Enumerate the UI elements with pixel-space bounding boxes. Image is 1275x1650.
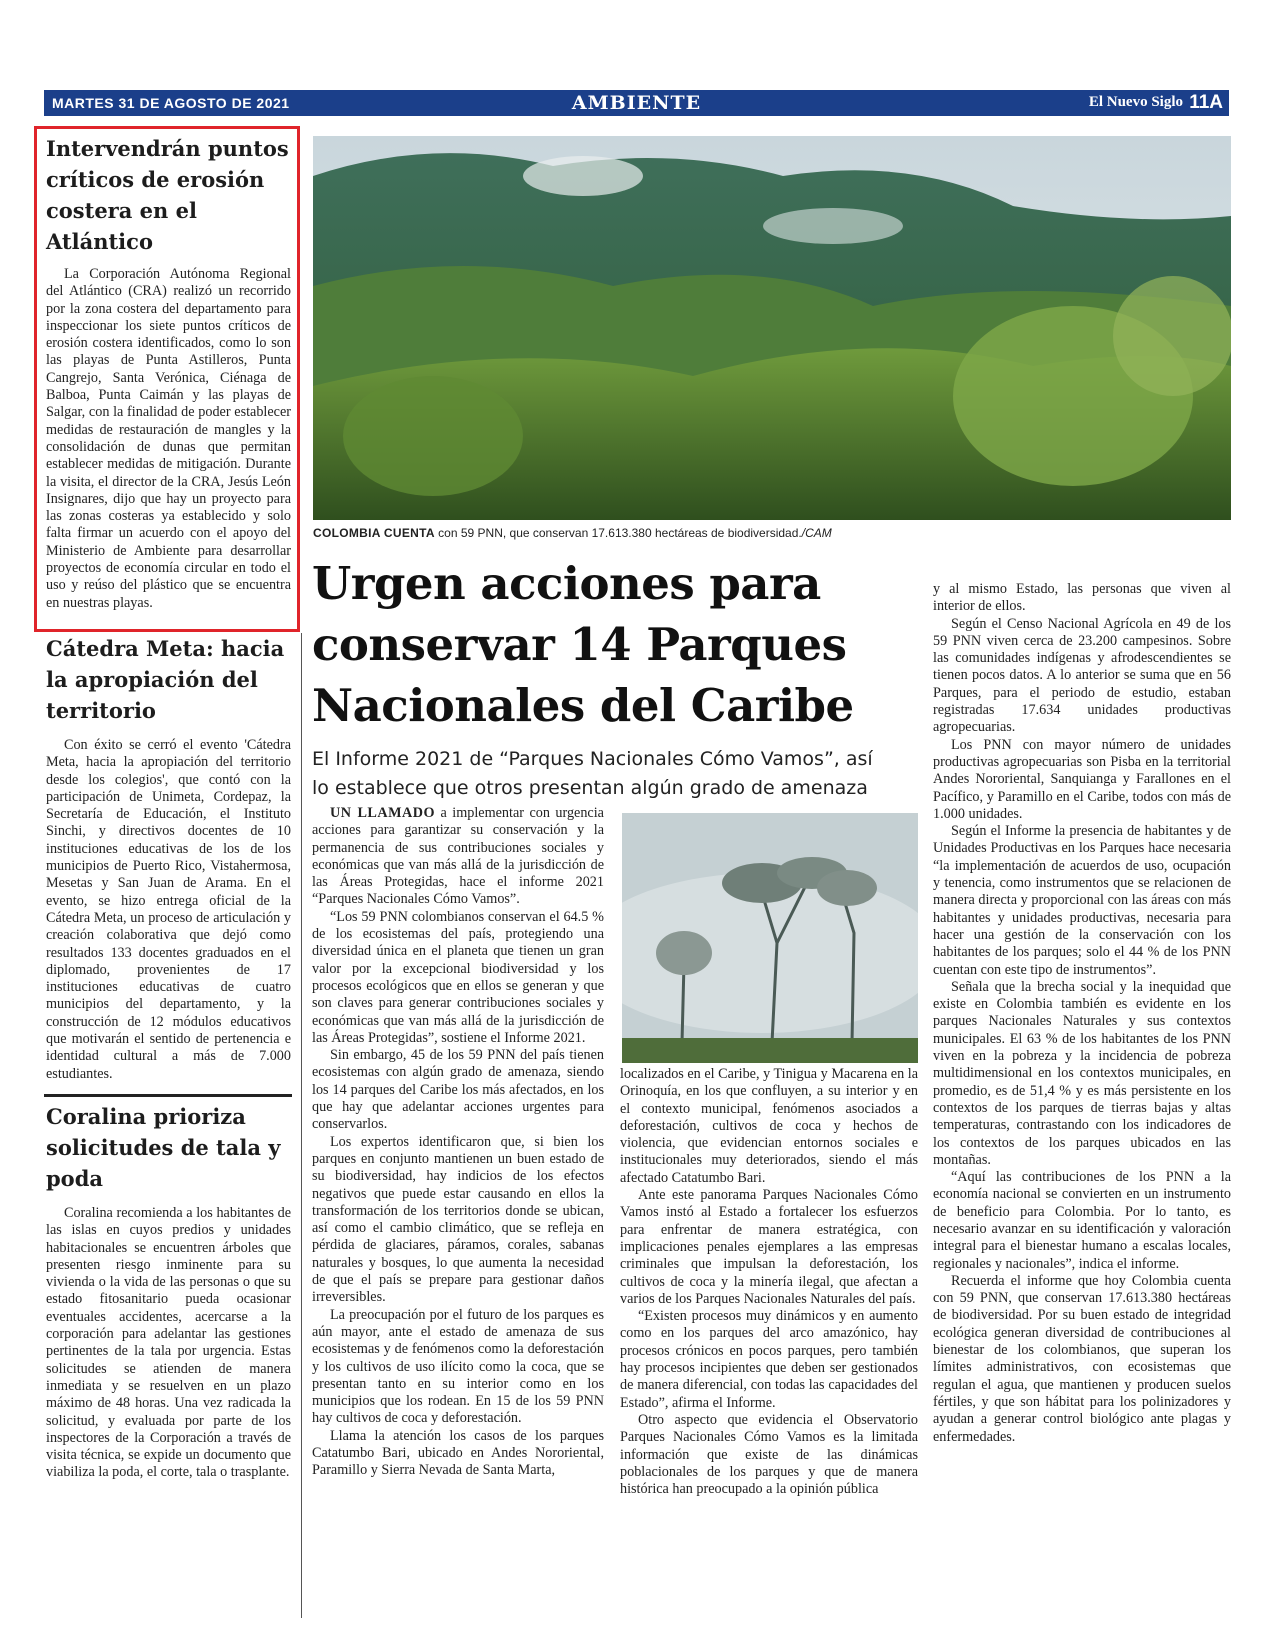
photo-caption: COLOMBIA CUENTA con 59 PNN, que conservan 17.613.380 hectáreas de biodiversidad./CAM xyxy=(313,526,832,540)
column-rule xyxy=(301,633,302,1618)
sidebar-divider xyxy=(44,1094,292,1097)
page-number: 11A xyxy=(1189,92,1223,113)
story-catedra xyxy=(46,633,291,1083)
main-deck: El Informe 2021 de “Parques Nacionales Cómo Vamos”, así lo establece que otros presentan algún grado de amenaza xyxy=(312,748,873,799)
story-catedra-body: Con éxito se cerró el evento 'Cátedra Meta, hacia la apropiación del territorio desde los colegios', que contó con la participación de Unimeta, Cordepaz, la Secretaría de Educación, el Instituto Sinchi, y directivos docentes de 10 instituciones educativas de los de los municipios de Puerto Rico, Vistahermosa, Mesetas y San Juan de Arama. En el evento, se hizo entrega oficial de la Cátedra Meta, un proceso de articulación y creación colaborativa que dejó como resultados 133 docentes graduados en el diplomado, provenientes de 17 instituciones educativas de cuatro municipios del departamento, y la construcción de 12 módulos educativos que motivarán el sentido de pertenencia e identidad cultural a más de 7.000 estudiantes. xyxy=(46,737,291,1082)
article-column-2: localizados en el Caribe, y Tinigua y Macarena en la Orinoquía, en los que confluyen, a su interior y en el contexto municipal, fenómenos asociados a deforestación, cultivos de coca y hechos de violencia, que evidencian entornos sociales e institucionales muy deteriorados, siendo el más afectado Catatumbo Bari. Ante este panorama Parques Nacionales Cómo Vamos instó al Estado a fortalecer los esfuerzos para enfrentar de manera estratégica, con implicaciones penales ejemplares a las empresas criminales que impulsan la deforestación, los cultivos de coca y la minería ilegal, que afectan a varios de los Parques Nacionales Naturales del país. “Existen procesos muy dinámicos y en aumento como en los parques del arco amazónico, hay procesos crónicos en pocos parques, pero también hay procesos incipientes que deben ser gestionados de manera diferencial, con todas las capacidades del Estado”, afirma el Informe. Otro aspecto que evidencia el Observatorio Parques Nacionales Cómo Vamos es la limitada información que existe de las dinámicas poblacionales de los parques y que de manera histórica han preocupado a la opinión pública xyxy=(620,1066,918,1498)
story-erosion xyxy=(46,133,291,612)
section-title: AMBIENTE xyxy=(571,92,702,114)
forest-photo xyxy=(313,136,1231,520)
article-column-3: y al mismo Estado, las personas que viven al interior de ellos. Según el Censo Nacional Agrícola en 49 de los 59 PNN viven cerca de 23.200 campesinos. Sobre las comunidades indígenas y afrodescendientes se tienen pocos datos. A lo anterior se suma que en 56 Parques, para el periodo de estudio, estaban registradas 17.634 unidades productivas agropecuarias. Los PNN con mayor número de unidades productivas agropecuarias son Pisba en la territorial Andes Nororiental, Sanquianga y Farallones en el Pacífico, y Paramillo en el Caribe, todos con más de 1.000 unidades. Según el Informe la presencia de habitantes y de Unidades Productivas en los Parques hace necesaria “la implementación de acuerdos de uso, ocupación y tenencia, como instrumentos que se relacionen de manera directa y proporcional con las áreas con más habitantes y unidades productivas, necesaria para hacer una gestión de la conservación con los habitantes de los parques; solo el 44 % de los PNN cuentan con este tipo de instrumentos”. Señala que la brecha social y la inequidad que existe en Colombia también es evidente en los parques Nacionales Naturales y sus contextos municipales. El 63 % de los habitantes de los PNN viven en la pobreza y la incidencia de pobreza multidimensional en los contextos municipales, en promedio, es de 51,4 % y es más persistente en los contextos de los parques de tierras bajas y altas temperaturas, contrastando con los indicadores de los contextos de los parques ubicados en las montañas. “Aquí las contribuciones de los PNN a la economía nacional se convierten en un instrumento de beneficio para Colombia. Por lo tanto, es necesario avanzar en su identificación y valoración integral para el bienestar humano a escalas locales, regionales y nacionales”, indica el informe. Recuerda el informe que hoy Colombia cuenta con 59 PNN, que conservan 17.613.380 hectáreas de biodiversidad. Por su buen estado de integridad ecológica generan diversidad de contribuciones al bienestar de los colombianos, que superan los límites administrativos, con ecosistemas que regulan el agua, que mantienen y producen suelos fértiles, y que son hábitat para los polinizadores y ayudan a generar control biológico ante plagas y enfermedades. xyxy=(933,581,1231,1445)
story-catedra-title: Cátedra Meta: hacia la apropiación del territorio xyxy=(46,636,285,723)
story-erosion-body: La Corporación Autónoma Regional del Atlántico (CRA) realizó un recorrido por la zona costera del departamento para inspeccionar los siete puntos críticos de erosión costera identificados, como lo son las playas de Punta Astilleros, Punta Cangrejo, Santa Verónica, Ciénaga de Balboa, Punta Caimán y las playas de Salgar, con la finalidad de poder establecer medidas de restauración de mangles y la consolidación de dunas que permitan establecer medidas de mitigación. Durante la visita, el director de la CRA, Jesús León Insignares, dijo que hay un proyecto para las zonas costeras ya establecido y solo falta firmar un acuerdo con el apoyo del Ministerio de Ambiente para desarrollar proyectos de economía circular en todo el uso y reúso del plástico que se encuentra en nuestras playas. xyxy=(46,266,291,611)
issue-date: MARTES 31 DE AGOSTO DE 2021 xyxy=(52,95,290,111)
page-header-bar xyxy=(44,90,1229,116)
misty-forest-photo xyxy=(622,813,918,1063)
story-coralina xyxy=(46,1101,291,1482)
article-column-1: UN LLAMADO a implementar con urgencia acciones para garantizar su conservación y la permanencia de sus contribuciones sociales y económicas que van más allá de la jurisdicción de las Áreas Protegidas, hace el informe 2021 “Parques Nacionales Cómo Vamos”. “Los 59 PNN colombianos conservan el 64.5 % de los ecosistemas del país, protegiendo una diversidad única en el planeta que tienen un gran valor por la excepcional biodiversidad y los procesos ecológicos que en ellos se generan y que son claves para generar contribuciones sociales y económicas que van más allá de la jurisdicción de las Áreas Protegidas”, sostiene el Informe 2021. Sin embargo, 45 de los 59 PNN del país tienen ecosistemas con algún grado de amenaza, siendo los 14 parques del Caribe los más afectados, en los que hay que adelantar acciones urgentes para conservarlos. Los expertos identificaron que, si bien los parques en conjunto mantienen un buen estado de su biodiversidad, hay indicios de los efectos negativos que puede estar causando en ellos la transformación de los territorios donde se ubican, así como el cambio climático, que se refleja en pérdida de glaciares, páramos, corales, sabanas naturales y bosques, lo que aumenta la necesidad de que el país se prepare para gestionar daños irreversibles. La preocupación por el futuro de los parques es aún mayor, ante el estado de amenaza de sus ecosistemas y de fenómenos como la deforestación y los cultivos de uso ilícito como la coca, que se presentan tanto en su interior como en los municipios que los rodean. En 15 de los 59 PNN hay cultivos de coca y deforestación. Llama la atención los casos de los parques Catatumbo Bari, ubicado en Andes Nororiental, Paramillo y Sierra Nevada de Santa Marta, xyxy=(312,805,604,1479)
story-coralina-title: Coralina prioriza solicitudes de tala y poda xyxy=(46,1104,281,1191)
story-coralina-body: Coralina recomienda a los habitantes de las islas en cuyos predios y unidades habitacionales se encuentren árboles que presenten riesgo inminente para su vivienda o la vida de las personas o que su estado fitosanitario pueda ocasionar eventuales accidentes, acercarse a la corporación para adelantar las gestiones pertinentes de la tala por urgencia. Estas solicitudes se atienden de manera inmediata y se resuelven en un plazo máximo de 48 horas. Una vez radicada la solicitud, y evaluada por parte de los inspectores de la Corporación a través de visita técnica, se expide un documento que viabiliza la poda, el corte, tala o trasplante. xyxy=(46,1205,291,1481)
main-headline: Urgen acciones para conservar 14 Parques Nacionales del Caribe xyxy=(312,557,854,732)
story-erosion-title: Intervendrán puntos críticos de erosión costera en el Atlántico xyxy=(46,136,289,254)
newspaper-brand: El Nuevo Siglo xyxy=(1088,94,1183,110)
